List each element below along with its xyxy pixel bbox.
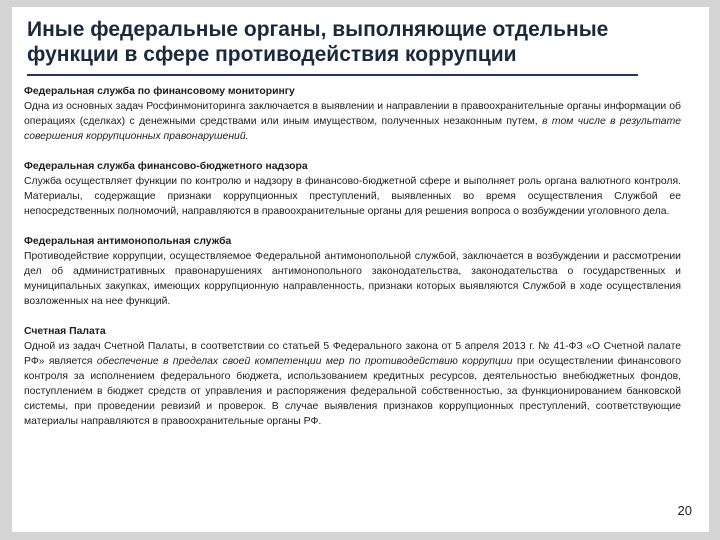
section-rosfinmonitoring (24, 84, 681, 144)
page-number: 20 (677, 503, 692, 518)
section-text-regular: при осуществлении финансового контроля за исполнением федерального бюджета, использованием кредитных ресурсов, деятельностью внебюджетных фондов, поступлением в бюджет средств от управления и распоряжения федеральной собственностью, за функционированием банковской системы, при проведении ревизий и проверок. В случае выявления признаков коррупционных преступлений, соответствующие материалы направляются в правоохранительные органы РФ. (24, 356, 681, 427)
section-text (24, 339, 681, 429)
section-text (24, 99, 681, 144)
slide (12, 7, 709, 532)
section-heading: Счетная Палата (24, 326, 106, 337)
title-divider (27, 74, 638, 76)
section-heading: Федеральная служба по финансовому мониторингу (24, 86, 295, 97)
slide-content (24, 84, 681, 429)
section-text-italic: в том числе в результате совершения коррупционных правонарушений. (24, 116, 682, 142)
section-accounts-chamber (24, 324, 681, 429)
section-text-regular: Одна из основных задач Росфинмониторинга заключается в выявлении и направлении в правоохранительные органы информации об операциях (сделках) с денежными средствами или иным имуществом, полученных незаконным путем, (24, 101, 681, 127)
slide-title: Иные федеральные органы, выполняющие отдельные функции в сфере противодействия коррупции (27, 18, 609, 66)
section-financial-budget-supervision (24, 159, 681, 219)
section-text: Служба осуществляет функции по контролю и надзору в финансово-бюджетной сфере и выполняет роль органа валютного контроля. Материалы, содержащие признаки коррупционных преступлений, выявленных во время осуществления Службой ее непосредственных полномочий, направляются в правоохранительные органы для решения вопроса о возбуждении уголовного дела. (24, 176, 681, 217)
section-heading: Федеральная служба финансово-бюджетного надзора (24, 161, 308, 172)
section-text: Противодействие коррупции, осуществляемое Федеральной антимонопольной службой, заключается в возбуждении и рассмотрении дел об административных правонарушениях антимонопольного законодательства, законодательства о государственных и муниципальных закупках, имеющих коррупционную направленность, признаки которых выявляются Службой в ходе осуществления возложенных на нее функций. (24, 251, 681, 307)
section-heading: Федеральная антимонопольная служба (24, 236, 232, 247)
section-text-italic: обеспечение в пределах своей компетенции мер по противодействию коррупции (96, 356, 513, 367)
section-text-regular: Одной из задач Счетной Палаты, в соответствии со статьей 5 Федерального закона от 5 апреля 2013 г. № 41-ФЗ «О Счетной палате РФ» является (24, 341, 681, 367)
section-antimonopoly-service (24, 234, 681, 309)
